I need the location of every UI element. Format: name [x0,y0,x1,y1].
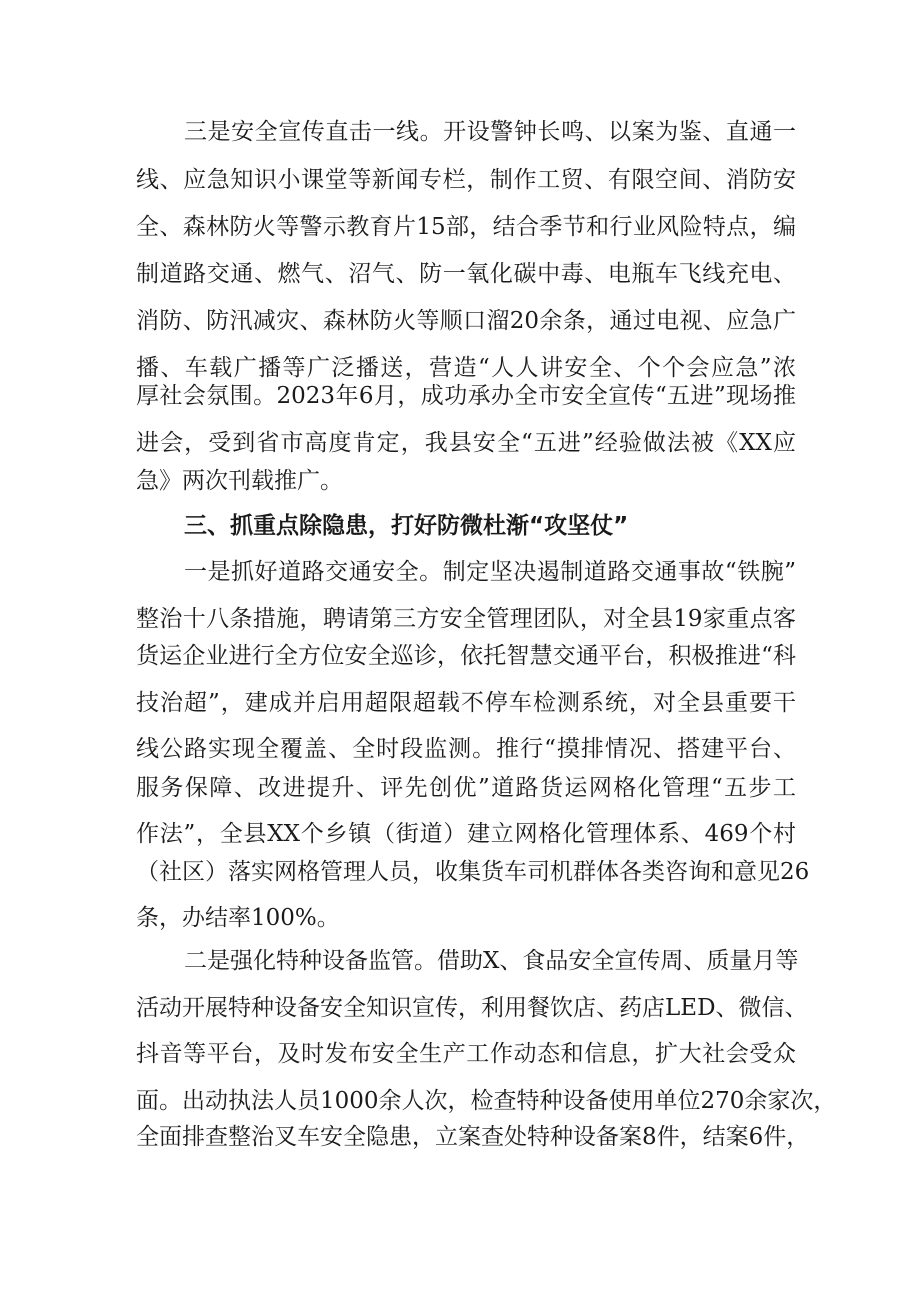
paragraph-1-line-8: 进会，受到省市高度肯定，我县安全“五进”经验做法被《XX应 [136,430,796,456]
paragraph-2-line-4: 技治超”，建成并启用超限超载不停车检测系统，对全县重要干 [136,690,796,716]
paragraph-2-line-7: 作法”，全县XX个乡镇（街道）建立网格化管理体系、469个村 [136,821,796,847]
paragraph-3-line-3: 抖音等平台，及时发布安全生产工作动态和信息，扩大社会受众 [136,1041,796,1067]
paragraph-2-line-5: 线公路实现全覆盖、全时段监测。推行“摸排情况、搭建平台、 [136,736,796,762]
paragraph-1-line-9: 急》两次刊载推广。 [136,468,343,494]
paragraph-3-line-2: 活动开展特种设备安全知识宣传，利用餐饮店、药店LED、微信、 [136,995,808,1021]
paragraph-3-line-5: 全面排查整治叉车安全隐患，立案查处特种设备案8件，结案6件， [136,1124,810,1150]
paragraph-2-line-6: 服务保障、改进提升、评先创优”道路货运网格化管理“五步工 [136,775,796,801]
paragraph-1-line-6: 播、车载广播等广泛播送，营造“人人讲安全、个个会应急”浓 [136,355,796,381]
paragraph-1-line-5: 消防、防汛减灾、森林防火等顺口溜20余条，通过电视、应急广 [136,308,796,334]
paragraph-2-line-1: 一是抓好道路交通安全。制定坚决遏制道路交通事故“铁腕” [184,559,796,585]
paragraph-1-line-2: 线、应急知识小课堂等新闻专栏，制作工贸、有限空间、消防安 [136,167,796,193]
paragraph-2-line-3: 货运企业进行全方位安全巡诊，依托智慧交通平台，积极推进“科 [136,643,796,669]
paragraph-1-line-1: 三是安全宣传直击一线。开设警钟长鸣、以案为鉴、直通一 [184,119,796,145]
paragraph-1-line-4: 制道路交通、燃气、沼气、防一氧化碳中毒、电瓶车飞线充电、 [136,261,796,287]
paragraph-1-line-7: 厚社会氛围。2023年6月，成功承办全市安全宣传“五进”现场推 [136,383,796,409]
paragraph-2-line-8: （社区）落实网格管理人员，收集货车司机群体各类咨询和意见26 [136,859,810,885]
paragraph-3-line-4: 面。出动执法人员1000余人次，检查特种设备使用单位270余家次， [136,1088,837,1114]
paragraph-1-line-3: 全、森林防火等警示教育片15部，结合季节和行业风险特点，编 [136,214,796,240]
paragraph-2-line-9: 条，办结率100%。 [136,905,340,931]
paragraph-2-line-2: 整治十八条措施，聘请第三方安全管理团队，对全县19家重点客 [136,606,796,632]
paragraph-3-line-1: 二是强化特种设备监管。借助X、食品安全宣传周、质量月等 [184,948,799,974]
section-heading: 三、抓重点除隐患，打好防微杜渐“攻坚仗” [184,513,629,539]
